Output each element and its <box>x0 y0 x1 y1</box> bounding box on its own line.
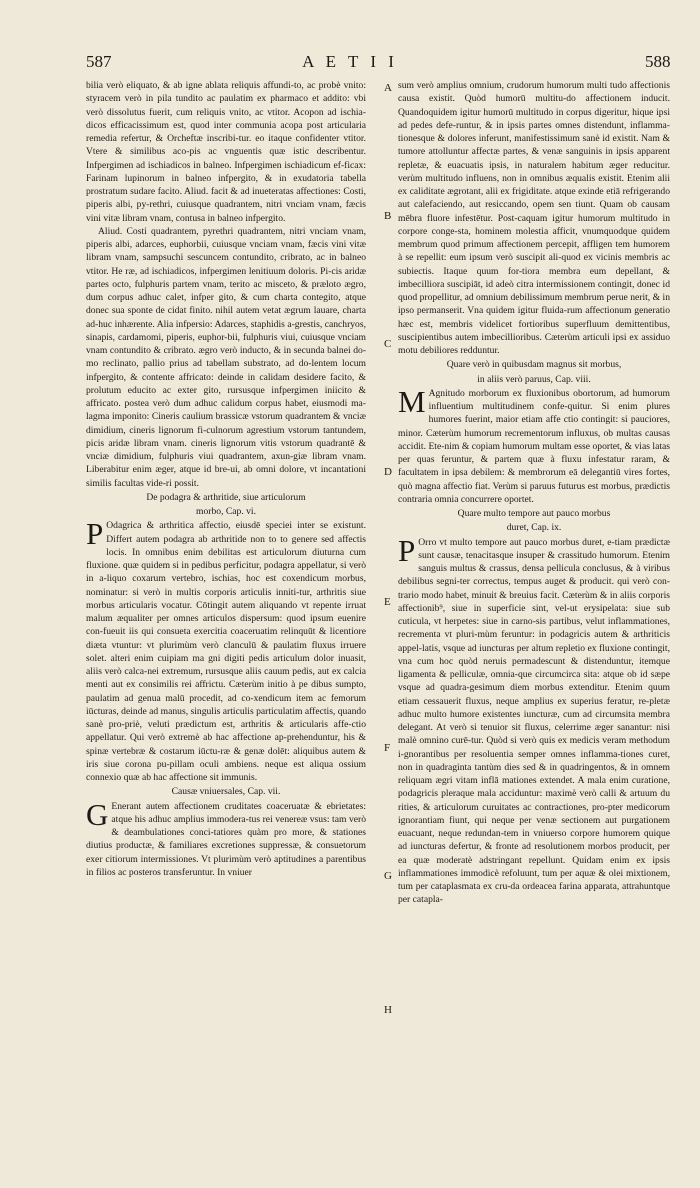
chapter-heading-line2: duret, Cap. ix. <box>506 522 562 534</box>
paragraph: bilia verò eliquato, & ab igne ablata reliquis affundi-to, ac probè vnito: styracem verò in pila tundito ac paulatim ex pharmaco et addito: vbi verò dissolutus fuerit, cum reliquis vnito, ac vtitor. Acopon ad ischia-dicos efficacissimum est, quod inter communia acopa post articularia remedia refertur, & Orcheftæ inscribi-tur. eo itaque confidenter vtitor. Vtere & similibus aco-pis ac vnguentis quæ istic describentur. Infpergimen ad ischiadicos in balneo. Infpergimen ischiadicum ef-ficax: Farinam lupinorum in balneo infpergito, & in exudatoria tabella prostratum sudare facito. Aliud. facit & ad inueteratas affectiones: Costi, piperis albi, py-rethri, cuiusque quadrantem, nitri vnciam vnam, fæcis vini vitæ libram vnam, contusa in balneo infpergito. <box>86 80 366 224</box>
paragraph-text: Odagrica & arthritica affectio, eiusdē speciei inter se existunt. Differt autem podagra ab arthritide non to to genere sed affectis locis. In omnibus enim debilitas est articulorum diuturna cum fluxione. quæ quidem si in pedibus perficitur, podagra appellatur, si verò in a-liquo coxarum vertebro, ischias, hoc est coxendicum morbus, nominatur: si verò in multis corporis articulis inniti-tur, arthritis siue morbus articularis vocatur. Cōtingit autem aliquando vt repente irruat malum æqualiter per omnes articulos dispersum: quod ipsum euenire con-fueuit iis qui consueta exercitia coaceruatim relinquūt & licentiore diæta vtuntur: vt plurimùm verò clanculū & paulatim fluxus irruere solet. alteri enim cuipiam ma gni digiti pedis articulum dolor inuasit, aliis verò calca-nei extremum, rursusque aliis cauum pedis, aut ex calcia menti aut ex consimilis rei affrictu. Cæterùm initio à pe dibus sumpto, paulatim ad genua malū procedit, ad co-xendicum item ac femorum iūcturas, deinde ad manus, singulis articulis particulatim affectis, quando sanè pro-priè, veluti prædictum est, arthritis & articularis affe-ctio appellatur. Qui verò extremè ab hac affectione ap-prehenduntur, his & spinæ vertebræ & costarum iūctu-ræ & genæ dolēt: aliquibus autem & iris siue corona pu-pillam oculi ambiens. neque est aliqua ossium connexio quæ ab hac affectione sit immunis. <box>86 520 366 783</box>
margin-letter-e: E <box>384 596 391 608</box>
margin-letter-h: H <box>384 1004 392 1016</box>
page-number-left: 587 <box>86 52 112 71</box>
drop-cap: P <box>398 532 416 568</box>
paragraph <box>86 516 366 784</box>
chapter-heading: Causæ vniuersales, Cap. vii. <box>171 786 281 798</box>
chapter-heading: Quare verò in quibusdam magnus sit morbus, <box>446 359 622 371</box>
left-column <box>86 79 366 879</box>
paragraph <box>86 796 366 880</box>
drop-cap: M <box>398 383 426 419</box>
chapter-heading: De podagra & arthritide, siue articulorum <box>146 491 306 503</box>
margin-letter-f: F <box>384 742 391 754</box>
drop-cap: P <box>86 516 104 552</box>
drop-cap: G <box>86 796 109 832</box>
margin-letter-d: D <box>384 466 392 478</box>
paragraph: sum verò amplius omnium, crudorum humorum multi tudo affectionis causa existit. Quòd humorū multitu-do affectionem inducit. Quandoquidem igitur humorū multitudo in corpus digeritur, hique ipsi ad pedes defe-runtur, & in ipsis partes omnes distendunt, inflamma-tionesque & dolores inferunt, manifestissimum sanè id existit. Nam & tumore attolluntur affectæ partes, & venæ sanguinis in ipsis apparent repletæ, & euacuatis ipsis, in naturalem habitum æger reducitur. verùm multitudo influens, non in omnibus æqualis existit. Etenim alii ex caliditate ægrotant, alii ex frigiditate. atque exinde etiā refrigerando aut calefaciendo, aut resiccando, opem sen tiunt. Quam ob causam mēbra fluore infestētur. Post-caquam igitur humorum multitudo in corpore conge-sta, hominem molestia afficit, vnumquodque quidem membrum quod primum affectionem percepit, affligen tem humorem à se repellit: eum ipsum verò suscipit ali-quod ex vicinis membris ac subiectis. Itaque quum for-tiora membra eum depellant, & imbecilliora suscipiāt, id adeò citra intermissionem contingit, donec id quod propellitur, ad omnium debilissimum membrum perue nerit, & in ipso permanserit. Vna quidem igitur fluida-rum affectionum generatio hæc est, membris videlicet fortioribus superfluum demittentibus, suscipientibus autem imbecillioribus. Cæterùm articuli ipsi ex assiduo motu debiliores redduntur. <box>398 80 670 356</box>
chapter-heading: Quare multo tempore aut pauco morbus <box>457 508 611 519</box>
margin-letter-a: A <box>384 82 392 94</box>
running-title: A E T I I <box>302 52 398 71</box>
margin-letter-b: B <box>384 210 392 222</box>
paragraph-text: Enerant autem affectionem cruditates coaceruatæ & ebrietates: atque his adhuc amplius immodera-tus rei venereæ vsus: tam verò & deambulationes conci-tatiores quàm pro more, & stationes diutius productæ, & familiares excretiones suppressæ, & consuetorum exer citiorum intermissiones. Vt plurimùm verò aptitudines a parentibus in filios ac posteros transferuntur. In vniuer <box>86 800 366 878</box>
margin-letter-c: C <box>384 338 392 350</box>
chapter-heading-line2: morbo, Cap. vi. <box>196 506 256 517</box>
paragraph <box>398 383 670 506</box>
margin-letter-g: G <box>384 870 392 882</box>
chapter-heading-line2: in aliis verò paruus, Cap. viii. <box>477 373 591 385</box>
paragraph: Aliud. Costi quadrantem, pyrethri quadrantem, nitri vnciam vnam, piperis albi, adarces, euphorbii, cuiusque vnciam vnam, fæcis vini vitæ libram vnam, sampsuchi sescuncem contundito, cribrato, ac in balneo vtitor. He ræ, ad ischiadicos, infpergimen lenitiuum doloris. Pi-cis aridæ partes octo, fulphuris partem vnam, terito ac misceto, & præloto ægro, dum corpus adhuc calet, infper gito, & cum charta contegito, atque donec sua sponte de cidat finito. nihil autem vetat ægrum lauare, charta ad-huc inhærente. Alia infpersio: Adarces, staphidis a-grestis, canchryos, sinapis, cardamomi, piperis, euphor-bii, fulphuris viui, cuiusque vnciam vnam contundito & cribrato. ægro verò inducto, & in secunda balnei do-mo reclinato, pallio prius ad tabellam substrato, ad do-lentem locum infpergito, & contente affricato: deinde in calidam desidere facito, & prolutum educito ac exter gito, rursusque infpergimen iniicito & affricato. postea verò dum adhuc calidum corpus habet, eiusmodi ma-lagma imponito: Cineris caulium brassicæ vstorum quadrantem & vnciæ dimidium, cineris lignorum fi-culnorum agrestium vstorum tantundem, picis aridæ libram vnam. cineris lignorum vitis vstorum quadrantē & vnciæ dimidium, fulphuris viui quadrantem, axun-giæ libram vnam. Liberabitur enim æger, atque id bre-ui, ab omni dolore, vt incantationi similis facultas vide-ri possit. <box>86 225 366 489</box>
page-number-right: 588 <box>645 52 671 71</box>
paragraph-text: Agnitudo morborum ex fluxionibus obortorum, ad humorum influentium multitudinem confe-quitur. Si enim plures humores fuerint, maior etiam affe ctio contingit: si pauciores, minor. Cæterùm humorum recrementorum influxus, ob multas causas accidit. Ete-nim & copiam humorum multam esse oportet, & vias latas per quas feruntur, & partem quæ à fluxu infestatur raram, & facultatem in ipsa debilem: & membrorum eā delegantiū vires fortes, quò magna affectio fiat. Verùm si paruus futurus est morbus, prædictis contraria omnia concurrere oportet. <box>398 387 670 505</box>
paragraph <box>398 532 670 907</box>
paragraph-text: Orro vt multo tempore aut pauco morbus duret, e-tiam prædictæ sunt causæ, tenacitasque insuper & crassitudo humorum. Etenim sanguis multus & crassus, densa pellicula conclusus, & à viribus debilibus segni-ter correctus, tempus auget & producit. qui verò con-trario modo habet, minuit & breuius facit. Cæterùm & in aliis corporis affectionib⁹, siue in superficie sint, vel-ut erysipelata: siue sub cuticula, vt herpetes: siue in carno-sis partibus, velut inflammationes, recrementa vt pluri-mùm feruntur: in podagricis autem & arthriticis appel-latis, vsque ad iuncturas per altum repletio ex fluxione contingit, vna cum hoc quòd neruis permadescunt & distenduntur, itemque ligamenta & pelliculæ, omnia-que circumcirca sita: atque ob id sæpe vsque ad quadra-gesimum diem morbus extenditur. Etenim quum etiam cessauerit fluxus, neque amplius ex superius feratur, re-pletæ adhuc multo humore existentes iuncturæ, cum ad circumsita membra delegant. At verò si tenuior sit fluxus, celerrime æger sanantur: nisi malè omnino curē-tur. Quòd si verò quis ex medicis veram methodum i-gnorantibus per resoluentia semper omnes inflamma-tiones curet, non in quadraginta tantùm dies sed & in quadringentos, & in omnem reliquam ægri vitam inflā mationes extendet. A mala enim curatione, podagricis pleraque mala acciduntur: maximè verò calli & artuum du rities, & articulorum curuitates ac contractiones, pro-pter medicorum ignorantiam fiunt, qui neque per venæ sectionem aut purgationem euacuant, neque redundan-tem in vniuerso corpore humorem quique ad iuncturas defertur, & fronte ad resolutionem morbos producit, per ea quæ moderatè adstringant repellunt. Quidam enim ex ipsis inflammationes immodicè refoluunt, tum per aquæ & olei mixtionem, tum per cataplasmata ex cru-da ordeacea farina apparata, attrahuntque per catapla- <box>398 536 670 906</box>
right-column <box>398 79 670 907</box>
